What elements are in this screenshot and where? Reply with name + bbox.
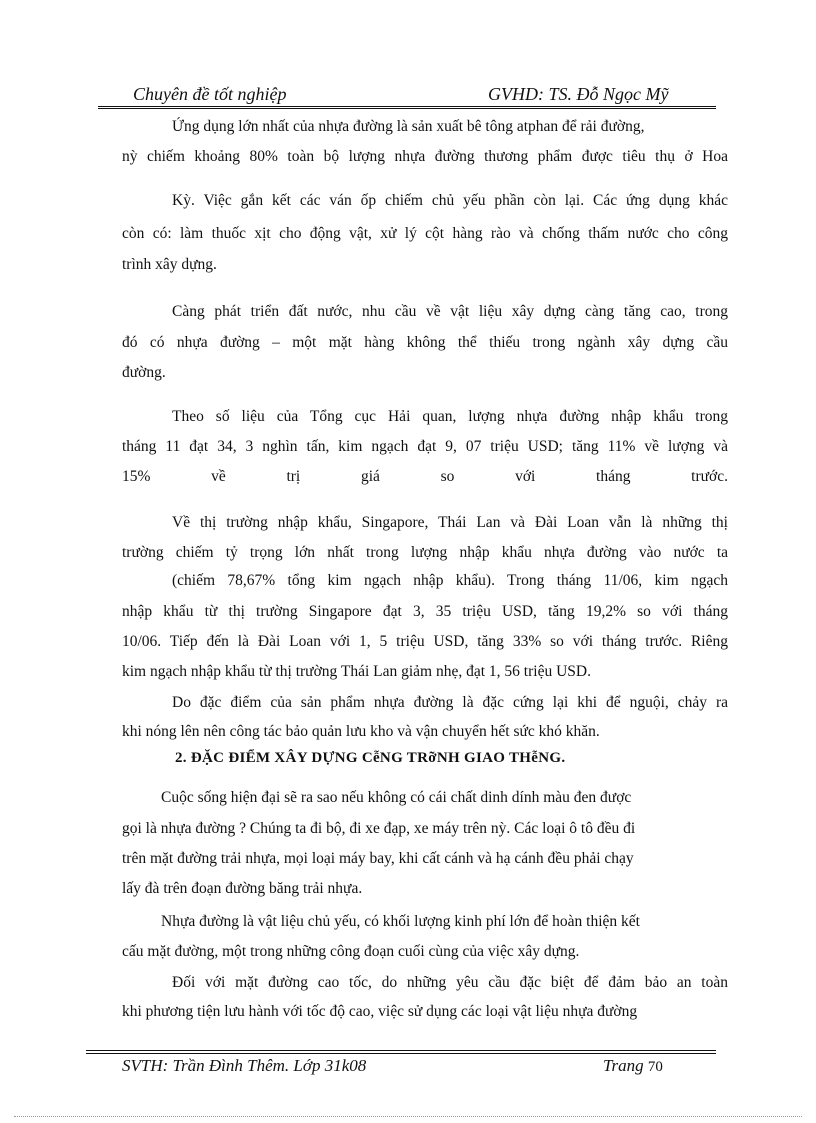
p2-line-2: đó có nhựa đường – một mặt hàng không thể thiếu trong ngành xây dựng cầu (122, 334, 728, 351)
p7-line-1: Nhựa đường là vật liệu chủ yếu, có khối lượng kinh phí lớn để hoàn thiện kết (161, 913, 640, 930)
p5-line-1: Do đặc điểm của sản phẩm nhựa đường là đặc cứng lại khi để nguội, chảy ra (172, 694, 728, 711)
p6-line-1: Cuộc sống hiện đại sẽ ra sao nếu không có cái chất dinh dính màu đen được (161, 789, 632, 806)
p4-line-5: 10/06. Tiếp đến là Đài Loan với 1, 5 triệu USD, tăng 33% so với tháng trước. Riêng (122, 633, 728, 650)
p8-line-1: Đối với mặt đường cao tốc, do những yêu cầu đặc biệt để đảm bảo an toàn (172, 974, 728, 991)
p6-line-2: gọi là nhựa đường ? Chúng ta đi bộ, đi xe đạp, xe máy trên nỳ. Các loại ô tô đều đi (122, 820, 636, 837)
header-right: GVHD: TS. Đỗ Ngọc Mỹ (488, 84, 669, 104)
p6-line-3: trên mặt đường trải nhựa, mọi loại máy bay, khi cất cánh và hạ cánh đều phải chạy (122, 850, 634, 867)
p1-line-5: trình xây dựng. (122, 256, 217, 273)
p1-line-3: Kỳ. Việc gắn kết các ván ốp chiếm chủ yếu phần còn lại. Các ứng dụng khác (172, 192, 728, 209)
p4-line-6: kim ngạch nhập khẩu từ thị trường Thái Lan giảm nhẹ, đạt 1, 56 triệu USD. (122, 663, 591, 680)
p5-line-2: khi nóng lên nên công tác bảo quản lưu kho và vận chuyển hết sức khó khăn. (122, 723, 600, 740)
footer-page-label: Trang (603, 1056, 644, 1075)
p4-line-2: trường chiếm tỷ trọng lớn nhất trong lượng nhập khẩu nhựa đường vào nước ta (122, 544, 728, 561)
footer-rule-thin (86, 1053, 716, 1054)
header-rule-thin (98, 108, 716, 109)
p4-line-3: (chiếm 78,67% tổng kim ngạch nhập khẩu). Trong tháng 11/06, kim ngạch (172, 572, 728, 589)
header-left: Chuyên đề tốt nghiệp (133, 84, 287, 104)
p3-line-2: tháng 11 đạt 34, 3 nghìn tấn, kim ngạch đạt 9, 07 triệu USD; tăng 11% về lượng và (122, 438, 728, 455)
p3-line-1: Theo số liệu của Tổng cục Hải quan, lượng nhựa đường nhập khẩu trong (172, 408, 728, 425)
p1-line-1: Ứng dụng lớn nhất của nhựa đường là sản xuất bê tông atphan để rải đường, (172, 118, 645, 135)
p6-line-4: lấy đà trên đoạn đường băng trải nhựa. (122, 880, 363, 897)
p2-line-3: đường. (122, 364, 166, 381)
p4-line-4: nhập khẩu từ thị trường Singapore đạt 3, 35 triệu USD, tăng 19,2% so với tháng (122, 603, 728, 620)
footer-author: SVTH: Trần Đình Thêm. Lớp 31k08 (122, 1056, 367, 1075)
p1-line-2: nỳ chiếm khoảng 80% toàn bộ lượng nhựa đường thương phẩm được tiêu thụ ở Hoa (122, 148, 728, 165)
p2-line-1: Càng phát triển đất nước, nhu cầu về vật liệu xây dựng càng tăng cao, trong (172, 303, 728, 320)
footer-rule (86, 1050, 716, 1051)
section-heading: 2. ĐẶC ĐIỂM XÂY DỰNG CễNG TRỡNH GIAO THễNG. (175, 750, 566, 766)
p3-line-3: 15% về trị giá so với tháng trước. (122, 468, 728, 485)
footer-page (603, 1056, 663, 1076)
header-rule (98, 106, 716, 107)
p8-line-2: khi phương tiện lưu hành với tốc độ cao, việc sử dụng các loại vật liệu nhựa đường (122, 1003, 638, 1020)
page-number: 70 (647, 1059, 663, 1075)
p4-line-1: Về thị trường nhập khẩu, Singapore, Thái Lan và Đài Loan vẫn là những thị (172, 514, 728, 531)
p7-line-2: cấu mặt đường, một trong những công đoạn cuối cùng của việc xây dựng. (122, 943, 580, 960)
p1-line-4: còn có: làm thuốc xịt cho động vật, xử lý cột hàng rào và chống thấm nước cho công (122, 225, 728, 242)
page-edge-dotted-line (14, 1116, 802, 1117)
